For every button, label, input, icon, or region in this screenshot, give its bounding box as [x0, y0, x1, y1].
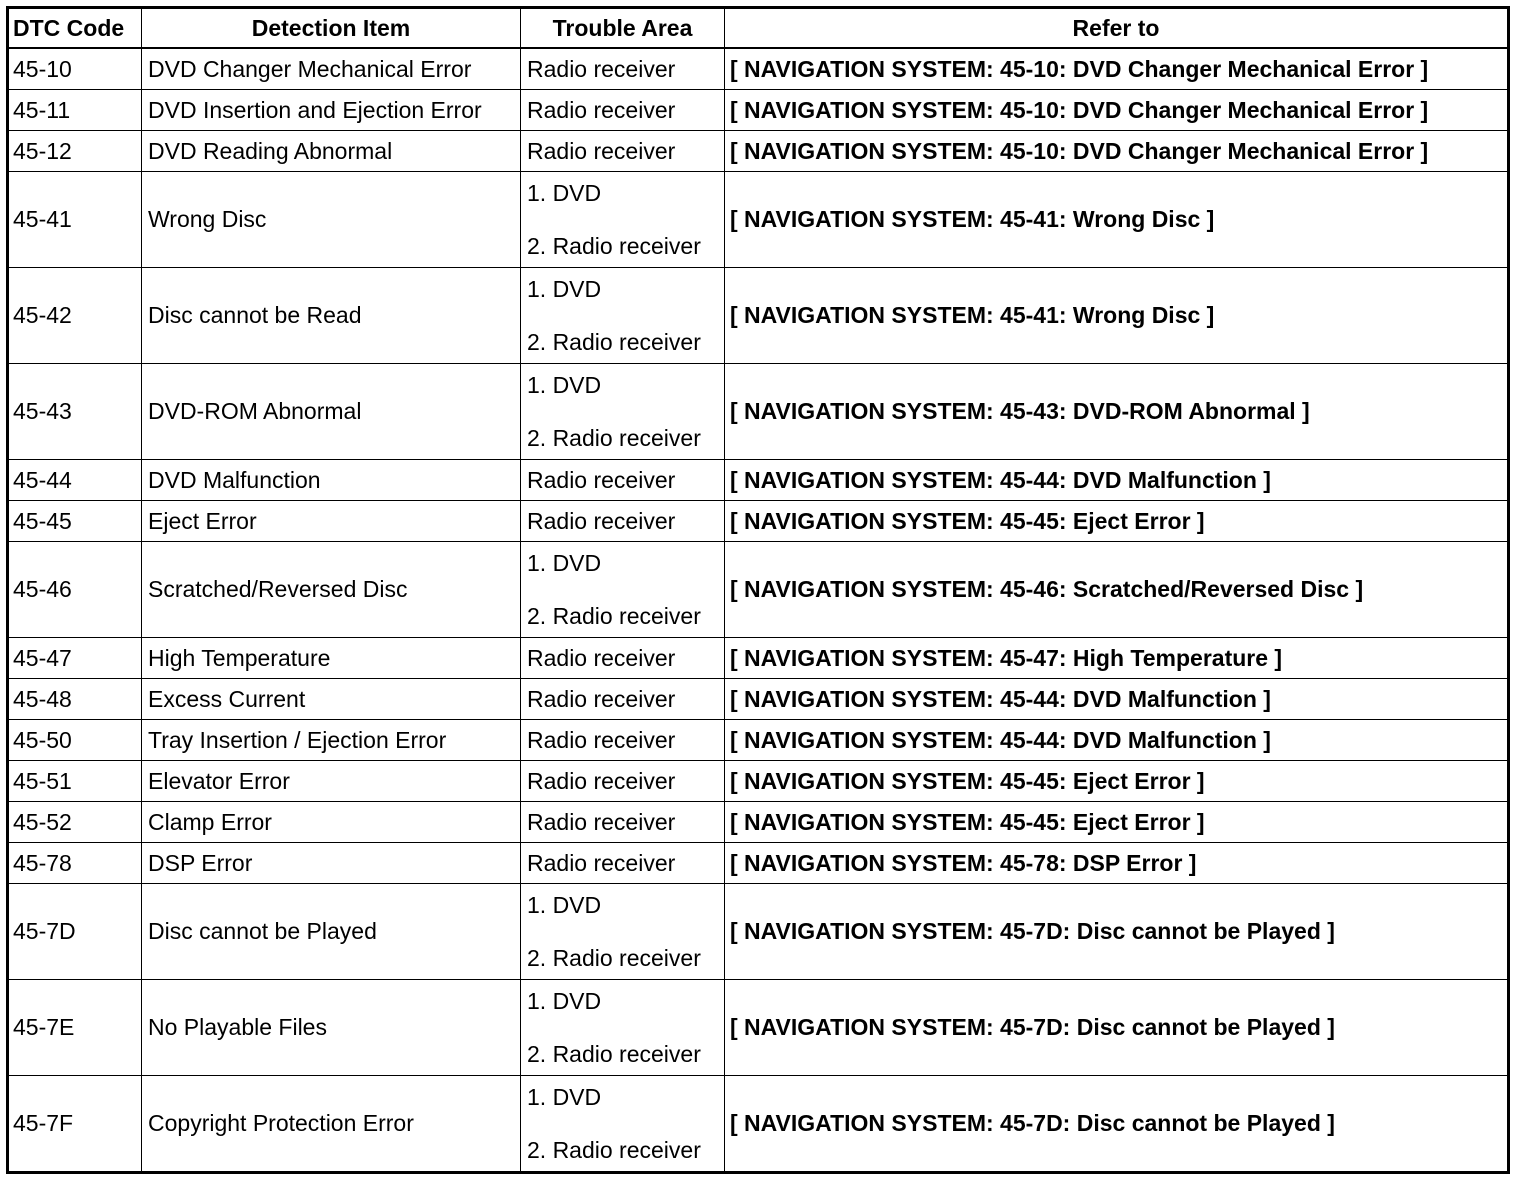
detection-item-cell: DVD-ROM Abnormal — [142, 364, 521, 460]
refer-to-cell: [ NAVIGATION SYSTEM: 45-41: Wrong Disc ] — [725, 172, 1509, 268]
detection-item-cell: High Temperature — [142, 638, 521, 679]
refer-to-cell: [ NAVIGATION SYSTEM: 45-43: DVD-ROM Abnormal ] — [725, 364, 1509, 460]
trouble-area-line: 1. DVD — [527, 987, 602, 1014]
dtc-code-cell: 45-43 — [8, 364, 142, 460]
trouble-area-line: Radio receiver — [527, 507, 676, 534]
trouble-area-line: Radio receiver — [527, 849, 676, 876]
detection-item-cell: No Playable Files — [142, 980, 521, 1076]
dtc-code-cell: 45-78 — [8, 843, 142, 884]
refer-to-cell: [ NAVIGATION SYSTEM: 45-7D: Disc cannot be Played ] — [725, 980, 1509, 1076]
table-row — [8, 364, 1509, 460]
dtc-code-cell: 45-51 — [8, 761, 142, 802]
refer-to-cell: [ NAVIGATION SYSTEM: 45-44: DVD Malfunction ] — [725, 679, 1509, 720]
dtc-code-cell: 45-46 — [8, 542, 142, 638]
trouble-area-cell — [521, 131, 725, 172]
table-body — [8, 48, 1509, 1173]
refer-to-cell: [ NAVIGATION SYSTEM: 45-45: Eject Error ] — [725, 761, 1509, 802]
refer-to-cell: [ NAVIGATION SYSTEM: 45-44: DVD Malfunction ] — [725, 720, 1509, 761]
trouble-area-cell — [521, 90, 725, 131]
table-row — [8, 1076, 1509, 1173]
detection-item-cell: Clamp Error — [142, 802, 521, 843]
detection-item-cell: Eject Error — [142, 501, 521, 542]
dtc-code-cell: 45-7F — [8, 1076, 142, 1173]
table-row — [8, 460, 1509, 501]
trouble-area-cell — [521, 802, 725, 843]
dtc-code-cell: 45-47 — [8, 638, 142, 679]
trouble-area-line: 1. DVD — [527, 891, 602, 918]
trouble-area-line: 1. DVD — [527, 371, 602, 398]
dtc-code-cell: 45-52 — [8, 802, 142, 843]
trouble-area-line: Radio receiver — [527, 685, 676, 712]
trouble-area-cell — [521, 364, 725, 460]
header-dtc-code: DTC Code — [8, 8, 142, 49]
trouble-area-line: 2. Radio receiver — [527, 425, 701, 451]
trouble-area-line: Radio receiver — [527, 96, 676, 123]
table-row — [8, 172, 1509, 268]
trouble-area-cell — [521, 884, 725, 980]
table-row — [8, 679, 1509, 720]
trouble-area-cell — [521, 48, 725, 90]
table-row — [8, 802, 1509, 843]
detection-item-cell: Excess Current — [142, 679, 521, 720]
dtc-code-cell: 45-48 — [8, 679, 142, 720]
detection-item-cell: DVD Reading Abnormal — [142, 131, 521, 172]
refer-to-cell: [ NAVIGATION SYSTEM: 45-41: Wrong Disc ] — [725, 268, 1509, 364]
header-trouble-area: Trouble Area — [521, 8, 725, 49]
trouble-area-cell — [521, 761, 725, 802]
table-row — [8, 268, 1509, 364]
table-row — [8, 761, 1509, 802]
refer-to-cell: [ NAVIGATION SYSTEM: 45-10: DVD Changer Mechanical Error ] — [725, 90, 1509, 131]
table-row — [8, 48, 1509, 90]
refer-to-cell: [ NAVIGATION SYSTEM: 45-7D: Disc cannot be Played ] — [725, 1076, 1509, 1173]
dtc-code-cell: 45-45 — [8, 501, 142, 542]
trouble-area-line: Radio receiver — [527, 726, 676, 753]
dtc-code-cell: 45-50 — [8, 720, 142, 761]
detection-item-cell: Tray Insertion / Ejection Error — [142, 720, 521, 761]
dtc-code-cell: 45-42 — [8, 268, 142, 364]
detection-item-cell: Copyright Protection Error — [142, 1076, 521, 1173]
header-row — [8, 8, 1509, 49]
table-row — [8, 720, 1509, 761]
detection-item-cell: Wrong Disc — [142, 172, 521, 268]
table-row — [8, 980, 1509, 1076]
detection-item-cell: DVD Malfunction — [142, 460, 521, 501]
dtc-code-cell: 45-44 — [8, 460, 142, 501]
trouble-area-cell — [521, 1076, 725, 1173]
refer-to-cell: [ NAVIGATION SYSTEM: 45-46: Scratched/Reversed Disc ] — [725, 542, 1509, 638]
table-row — [8, 884, 1509, 980]
trouble-area-line: Radio receiver — [527, 767, 676, 794]
dtc-code-cell: 45-41 — [8, 172, 142, 268]
trouble-area-line: 2. Radio receiver — [527, 329, 701, 355]
dtc-code-cell: 45-10 — [8, 48, 142, 90]
refer-to-cell: [ NAVIGATION SYSTEM: 45-78: DSP Error ] — [725, 843, 1509, 884]
trouble-area-line: Radio receiver — [527, 644, 676, 671]
dtc-code-cell: 45-7D — [8, 884, 142, 980]
trouble-area-line: 2. Radio receiver — [527, 1137, 701, 1163]
refer-to-cell: [ NAVIGATION SYSTEM: 45-45: Eject Error ] — [725, 501, 1509, 542]
detection-item-cell: Disc cannot be Read — [142, 268, 521, 364]
trouble-area-cell — [521, 460, 725, 501]
table-row — [8, 501, 1509, 542]
dtc-code-cell: 45-7E — [8, 980, 142, 1076]
trouble-area-cell — [521, 980, 725, 1076]
trouble-area-line: 2. Radio receiver — [527, 1041, 701, 1067]
refer-to-cell: [ NAVIGATION SYSTEM: 45-7D: Disc cannot be Played ] — [725, 884, 1509, 980]
table-row — [8, 843, 1509, 884]
refer-to-cell: [ NAVIGATION SYSTEM: 45-45: Eject Error ] — [725, 802, 1509, 843]
trouble-area-cell — [521, 638, 725, 679]
detection-item-cell: Disc cannot be Played — [142, 884, 521, 980]
trouble-area-line: 1. DVD — [527, 1083, 602, 1110]
table-row — [8, 90, 1509, 131]
refer-to-cell: [ NAVIGATION SYSTEM: 45-10: DVD Changer Mechanical Error ] — [725, 131, 1509, 172]
table-row — [8, 542, 1509, 638]
refer-to-cell: [ NAVIGATION SYSTEM: 45-47: High Temperature ] — [725, 638, 1509, 679]
detection-item-cell: DSP Error — [142, 843, 521, 884]
trouble-area-line: Radio receiver — [527, 55, 676, 82]
table-row — [8, 638, 1509, 679]
detection-item-cell: DVD Insertion and Ejection Error — [142, 90, 521, 131]
trouble-area-cell — [521, 542, 725, 638]
trouble-area-line: Radio receiver — [527, 137, 676, 164]
trouble-area-cell — [521, 172, 725, 268]
dtc-table — [6, 6, 1510, 1174]
trouble-area-line: 1. DVD — [527, 275, 602, 302]
trouble-area-cell — [521, 501, 725, 542]
detection-item-cell: Scratched/Reversed Disc — [142, 542, 521, 638]
trouble-area-cell — [521, 679, 725, 720]
header-refer-to: Refer to — [725, 8, 1509, 49]
table-row — [8, 131, 1509, 172]
trouble-area-line: 2. Radio receiver — [527, 945, 701, 971]
trouble-area-line: 1. DVD — [527, 179, 602, 206]
header-detection-item: Detection Item — [142, 8, 521, 49]
refer-to-cell: [ NAVIGATION SYSTEM: 45-10: DVD Changer Mechanical Error ] — [725, 48, 1509, 90]
trouble-area-line: 1. DVD — [527, 549, 602, 576]
dtc-code-cell: 45-11 — [8, 90, 142, 131]
trouble-area-line: 2. Radio receiver — [527, 603, 701, 629]
refer-to-cell: [ NAVIGATION SYSTEM: 45-44: DVD Malfunction ] — [725, 460, 1509, 501]
trouble-area-line: Radio receiver — [527, 808, 676, 835]
trouble-area-line: 2. Radio receiver — [527, 233, 701, 259]
detection-item-cell: DVD Changer Mechanical Error — [142, 48, 521, 90]
trouble-area-cell — [521, 720, 725, 761]
dtc-code-cell: 45-12 — [8, 131, 142, 172]
trouble-area-line: Radio receiver — [527, 466, 676, 493]
trouble-area-cell — [521, 843, 725, 884]
detection-item-cell: Elevator Error — [142, 761, 521, 802]
trouble-area-cell — [521, 268, 725, 364]
